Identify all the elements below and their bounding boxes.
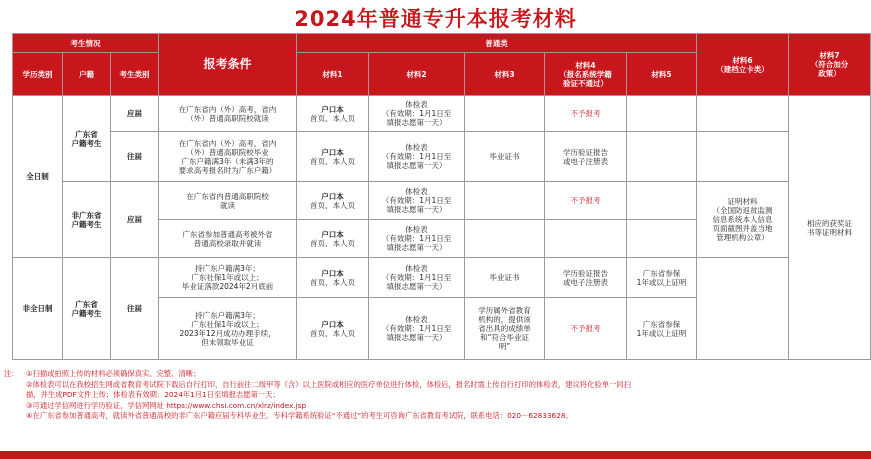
material-1-cell: 户口本 首页、本人页 xyxy=(297,258,369,298)
material-2-cell: 体检表 （有效期：1月1日至 填报志愿第一天） xyxy=(369,258,465,298)
header-candidate-info: 考生情况 xyxy=(13,34,159,53)
material-5-cell xyxy=(627,182,697,220)
header-material-5: 材料5 xyxy=(627,53,697,96)
material-6-cell xyxy=(697,96,789,132)
table-row xyxy=(13,96,871,132)
material-2-cell: 体检表 （有效期：1月1日至 填报志愿第一天） xyxy=(369,96,465,132)
material-6-cell: 证明材料 （全国防返贫监测 信息系统本人信息 页面截图并盖当地 管理机构公章） xyxy=(697,182,789,258)
material-5-cell xyxy=(627,220,697,258)
hukou-non-guangdong: 非广东省 户籍考生 xyxy=(63,182,111,258)
cand-type-past: 往届 xyxy=(111,258,159,360)
material-1-cell: 户口本 首页、本人页 xyxy=(297,220,369,258)
material-4-cell: 不予报考 xyxy=(545,298,627,360)
cand-type-current: 应届 xyxy=(111,182,159,258)
header-material-7: 材料7 （符合加分 政策） xyxy=(789,34,871,96)
bottom-accent-bar xyxy=(0,451,871,459)
header-material-2: 材料2 xyxy=(369,53,465,96)
material-4-cell: 学历验证报告 或电子注册表 xyxy=(545,132,627,182)
notes-section xyxy=(4,369,868,422)
header-material-6: 材料6 （建档立卡类） xyxy=(697,34,789,96)
page-title: 2024年普通专升本报考材料 xyxy=(294,7,577,31)
hukou-guangdong: 广东省 户籍考生 xyxy=(63,258,111,360)
hukou-guangdong: 广东省 户籍考生 xyxy=(63,96,111,182)
material-4-cell xyxy=(545,220,627,258)
condition-cell: 广东省参加普通高考被外省 普通高校录取并就读 xyxy=(159,220,297,258)
material-2-cell: 体检表 （有效期：1月1日至 填报志愿第一天） xyxy=(369,132,465,182)
note-4: ④在广东省参加普通高考，就读外省普通高校的非广东户籍应届专科毕业生。专科学籍系统验证“不通过”的考生可咨询广东省教育考试院，联系电话：020－62833628。 xyxy=(26,411,573,421)
condition-cell: 持广东户籍满3年； 广东社保1年或以上； 毕业证落款2024年2月底前 xyxy=(159,258,297,298)
material-6-cell xyxy=(697,258,789,360)
condition-cell: 在广东省内（外）高考，省内 （外）普通高职院校就读 xyxy=(159,96,297,132)
material-3-cell: 毕业证书 xyxy=(465,132,545,182)
condition-cell: 在广东省内（外）高考，省内 （外）普通高职院校毕业 广东户籍满3年（未满3年的 要求高考报名时为广东户籍） xyxy=(159,132,297,182)
note-2-continued: 描，并生成PDF文件上传；体检表有效期：2024年1月1日至填报志愿第一天； xyxy=(26,390,280,400)
material-2-cell: 体检表 （有效期：1月1日至 填报志愿第一天） xyxy=(369,220,465,258)
material-3-cell xyxy=(465,96,545,132)
material-5-cell xyxy=(627,96,697,132)
header-material-3: 材料3 xyxy=(465,53,545,96)
table-row xyxy=(13,182,871,220)
material-6-cell xyxy=(697,132,789,182)
material-1-cell: 户口本 首页、本人页 xyxy=(297,132,369,182)
table-row xyxy=(13,132,871,182)
header-material-1: 材料1 xyxy=(297,53,369,96)
material-1-cell: 户口本 首页、本人页 xyxy=(297,298,369,360)
table-row xyxy=(13,258,871,298)
material-3-cell xyxy=(465,182,545,220)
edu-type-parttime: 非全日制 xyxy=(13,258,63,360)
condition-cell: 持广东户籍满3年； 广东社保1年或以上； 2023年12月成功办理手续， 但未领取毕业证 xyxy=(159,298,297,360)
material-7-cell: 相应的获奖证 书等证明材料 xyxy=(789,96,871,360)
material-3-cell: 学历属外省教育 机构的，提供该 省出具的成绩单 和“符合毕业证 明” xyxy=(465,298,545,360)
cand-type-past: 往届 xyxy=(111,132,159,182)
note-2: ②体检表可以在我校招生网或省教育考试院下载后自行打印，自行前往二级甲等（含）以上医院或相应的医疗单位进行体检，体检后，报名时需上传自行打印的体检表，建议将化验单一同扫 xyxy=(26,379,631,389)
header-hukou: 户籍 xyxy=(63,53,111,96)
material-4-cell: 不予报考 xyxy=(545,96,627,132)
header-regular: 普通类 xyxy=(297,34,697,53)
condition-cell: 在广东省内普通高职院校 就读 xyxy=(159,182,297,220)
header-edu-type: 学历类别 xyxy=(13,53,63,96)
note-1: 注： ①扫描或拍照上传的材料必须确保真实、完整、清晰； xyxy=(4,369,201,378)
material-2-cell: 体检表 （有效期：1月1日至 填报志愿第一天） xyxy=(369,298,465,360)
header-material-4: 材料4 （报名系统学籍 验证不通过） xyxy=(545,53,627,96)
material-3-cell: 毕业证书 xyxy=(465,258,545,298)
material-4-cell: 学历验证报告 或电子注册表 xyxy=(545,258,627,298)
material-2-cell: 体检表 （有效期：1月1日至 填报志愿第一天） xyxy=(369,182,465,220)
header-candidate-type: 考生类别 xyxy=(111,53,159,96)
cand-type-current: 应届 xyxy=(111,96,159,132)
material-5-cell xyxy=(627,132,697,182)
material-3-cell xyxy=(465,220,545,258)
material-4-cell: 不予报考 xyxy=(545,182,627,220)
notes-prefix: 注： xyxy=(4,369,19,378)
material-1-cell: 户口本 首页、本人页 xyxy=(297,182,369,220)
header-conditions: 报考条件 xyxy=(159,34,297,96)
material-5-cell: 广东省参保 1年或以上证明 xyxy=(627,258,697,298)
edu-type-fulltime: 全日制 xyxy=(13,96,63,258)
material-1-cell: 户口本 首页、本人页 xyxy=(297,96,369,132)
note-3: ③可通过学信网进行学历验证，学信网网址 https://www.chsi.com.cn/xlrz/index.jsp xyxy=(26,400,307,410)
materials-table xyxy=(12,33,871,360)
material-5-cell: 广东省参保 1年或以上证明 xyxy=(627,298,697,360)
